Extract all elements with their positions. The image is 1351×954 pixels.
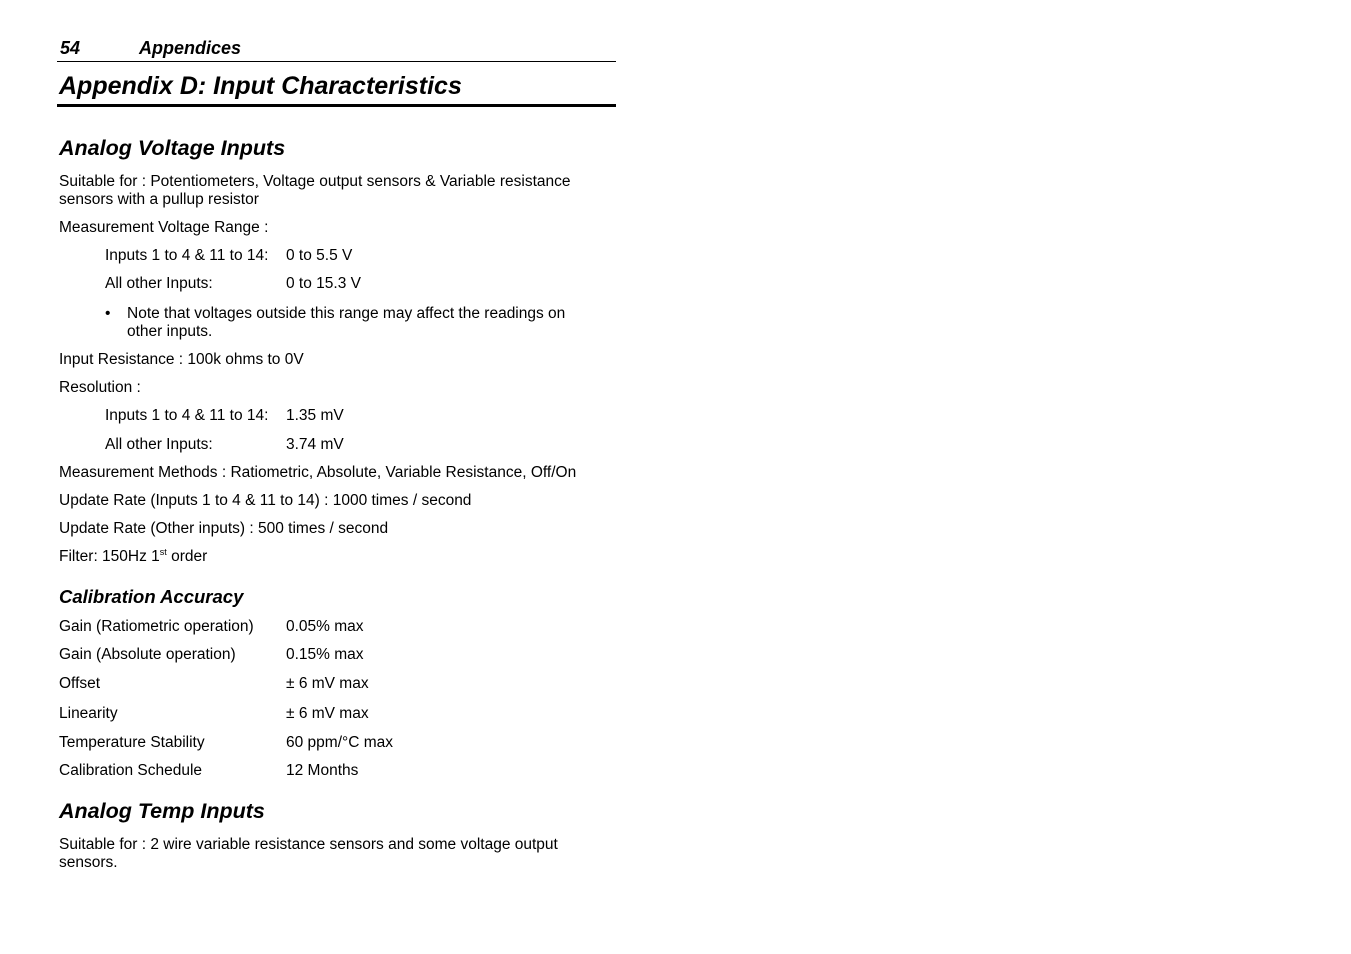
page-number: 54: [60, 38, 81, 58]
range-row-2-value: 0 to 15.3 V: [286, 275, 361, 292]
voltage-suitable-for: Suitable for : Potentiometers, Voltage output sensors & Variable resistance sensors with a pullup resistor: [59, 173, 571, 208]
voltage-range-label: Measurement Voltage Range :: [59, 219, 269, 236]
filter-spec: [59, 548, 207, 566]
cal-row-1-label: Gain (Ratiometric operation): [59, 618, 254, 635]
cal-row-6-label: Calibration Schedule: [59, 762, 203, 779]
resolution-row-2-value: 3.74 mV: [286, 436, 344, 453]
range-row-2-label: All other Inputs:: [105, 275, 213, 292]
note-bullet: •: [105, 305, 111, 322]
range-note: Note that voltages outside this range may affect the readings on other inputs.: [127, 305, 566, 340]
input-resistance: Input Resistance : 100k ohms to 0V: [59, 351, 304, 368]
resolution-row-1-value: 1.35 mV: [286, 407, 344, 424]
measurement-methods: Measurement Methods : Ratiometric, Absolute, Variable Resistance, Off/On: [59, 464, 577, 481]
analog-temp-heading: Analog Temp Inputs: [59, 799, 265, 823]
running-header: [57, 37, 616, 62]
update-rate-other: Update Rate (Other inputs) : 500 times / second: [59, 520, 389, 537]
cal-row-5-label: Temperature Stability: [59, 734, 205, 751]
cal-row-4-label: Linearity: [59, 705, 118, 722]
update-rate-inputs: Update Rate (Inputs 1 to 4 & 11 to 14) : 1000 times / second: [59, 492, 472, 509]
cal-row-3-value: ± 6 mV max: [286, 675, 369, 692]
resolution-row-2-label: All other Inputs:: [105, 436, 213, 453]
cal-row-6-value: 12 Months: [286, 762, 359, 779]
cal-row-2-label: Gain (Absolute operation): [59, 646, 236, 663]
cal-row-4-value: ± 6 mV max: [286, 705, 369, 722]
range-row-1-value: 0 to 5.5 V: [286, 247, 353, 264]
calibration-heading: Calibration Accuracy: [59, 586, 244, 607]
cal-row-3-label: Offset: [59, 675, 101, 692]
chapter-title-text: Appendix D: Input Characteristics: [59, 72, 462, 100]
temp-suitable-for: Suitable for : 2 wire variable resistance sensors and some voltage output sensors.: [59, 836, 558, 871]
section-name: Appendices: [139, 38, 242, 58]
chapter-title: [57, 70, 616, 107]
resolution-label: Resolution :: [59, 379, 141, 396]
range-row-1-label: Inputs 1 to 4 & 11 to 14:: [105, 247, 269, 264]
resolution-row-1-label: Inputs 1 to 4 & 11 to 14:: [105, 407, 269, 424]
cal-row-2-value: 0.15% max: [286, 646, 364, 663]
cal-row-5-value: 60 ppm/°C max: [286, 734, 393, 751]
filter-prefix: Filter: 150Hz 1: [59, 548, 160, 565]
filter-superscript: st: [159, 547, 167, 557]
cal-row-1-value: 0.05% max: [286, 618, 364, 635]
filter-suffix: order: [166, 548, 208, 565]
analog-voltage-heading: Analog Voltage Inputs: [59, 136, 286, 160]
